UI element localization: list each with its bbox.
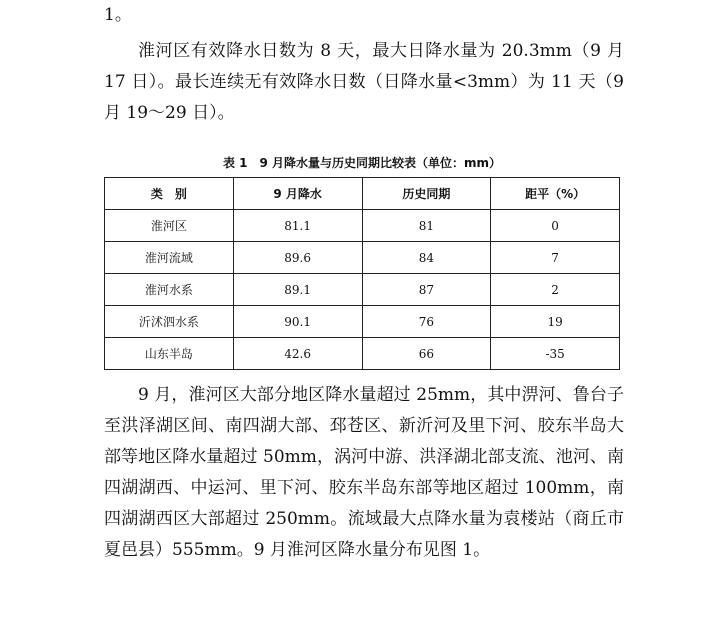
column-header-september-rain: 9 月降水 <box>233 178 362 210</box>
paragraph-fragment: 1。 <box>104 5 132 25</box>
cell-anomaly: 2 <box>491 274 620 306</box>
cell-historical: 81 <box>362 210 491 242</box>
column-header-category: 类 别 <box>105 178 234 210</box>
cell-historical: 76 <box>362 306 491 338</box>
cell-september-rain: 81.1 <box>233 210 362 242</box>
table-row <box>105 274 620 306</box>
cell-category: 淮河流域 <box>105 242 234 274</box>
table-row <box>105 242 620 274</box>
paragraph-rain-days: 淮河区有效降水日数为 8 天，最大日降水量为 20.3mm（9 月 17 日）。最长连续无有效降水日数（日降水量<3mm）为 11 天（9 月 19～29 日）。 <box>104 41 624 123</box>
table-row <box>105 306 620 338</box>
table-row <box>105 338 620 370</box>
cell-september-rain: 42.6 <box>233 338 362 370</box>
table-row <box>105 210 620 242</box>
cell-category: 淮河水系 <box>105 274 234 306</box>
paragraph-rain-distribution: 9 月，淮河区大部分地区降水量超过 25mm，其中淠河、鲁台子至洪泽湖区间、南四湖大部、邳苍区、新沂河及里下河、胶东半岛大部等地区降水量超过 50mm，涡河中游、洪泽湖北部支流、池河、南四湖湖西、中运河、里下河、胶东半岛东部等地区超过 100mm，南四湖湖西区大部超过 250mm。流域最大点降水量为袁楼站（商丘市夏邑县）555mm。9 月淮河区降水量分布见图 1。 <box>104 385 624 560</box>
cell-september-rain: 89.6 <box>233 242 362 274</box>
cell-september-rain: 90.1 <box>233 306 362 338</box>
cell-historical: 66 <box>362 338 491 370</box>
cell-anomaly: 19 <box>491 306 620 338</box>
column-header-historical: 历史同期 <box>362 178 491 210</box>
cell-category: 淮河区 <box>105 210 234 242</box>
table-header-row <box>105 178 620 210</box>
cell-anomaly: -35 <box>491 338 620 370</box>
cell-historical: 87 <box>362 274 491 306</box>
precipitation-comparison-table <box>104 177 620 370</box>
table-title: 表 1 9 月降水量与历史同期比较表（单位：mm） <box>222 156 502 170</box>
cell-anomaly: 0 <box>491 210 620 242</box>
column-header-anomaly: 距平（%） <box>491 178 620 210</box>
cell-anomaly: 7 <box>491 242 620 274</box>
cell-historical: 84 <box>362 242 491 274</box>
cell-september-rain: 89.1 <box>233 274 362 306</box>
cell-category: 沂沭泗水系 <box>105 306 234 338</box>
cell-category: 山东半岛 <box>105 338 234 370</box>
